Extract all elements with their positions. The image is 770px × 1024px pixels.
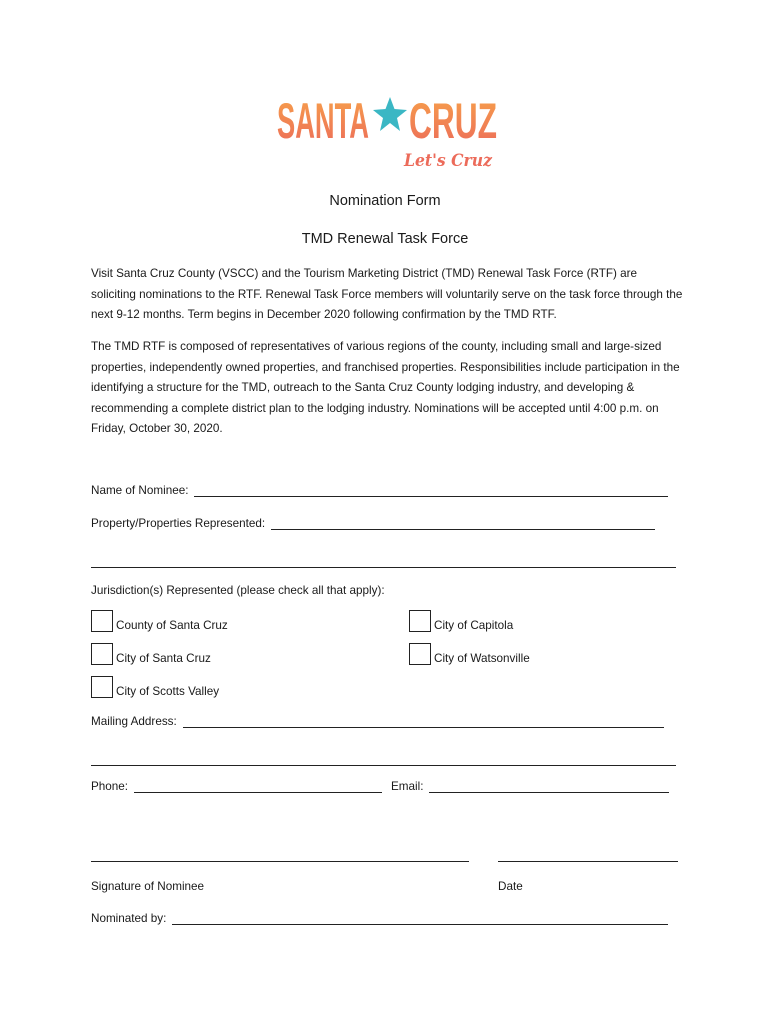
checkbox-box[interactable] — [409, 610, 431, 632]
phone-field[interactable] — [134, 780, 382, 793]
checkbox-box[interactable] — [91, 610, 113, 632]
checkbox-label: County of Santa Cruz — [116, 619, 228, 632]
mailing-address-row — [91, 715, 664, 728]
phone-label: Phone: — [91, 780, 129, 793]
checkbox-box[interactable] — [91, 676, 113, 698]
form-subheading: TMD Renewal Task Force — [301, 231, 469, 247]
properties-label: Property/Properties Represented: — [91, 517, 266, 530]
nominee-name-row — [91, 484, 668, 497]
checkbox-county-santa-cruz[interactable] — [91, 610, 228, 632]
mailing-address-field-line2[interactable] — [91, 765, 676, 766]
checkbox-box[interactable] — [91, 643, 113, 665]
checkbox-city-scotts-valley[interactable] — [91, 676, 219, 698]
checkbox-label: City of Scotts Valley — [116, 685, 220, 698]
phone-row — [91, 780, 382, 793]
nominated-by-row — [91, 912, 668, 925]
starfish-icon — [373, 97, 407, 131]
checkbox-label: City of Santa Cruz — [116, 652, 211, 665]
checkbox-label: City of Capitola — [434, 619, 514, 632]
email-label: Email: — [391, 780, 424, 793]
nominated-by-field[interactable] — [172, 912, 668, 925]
checkbox-box[interactable] — [409, 643, 431, 665]
nominee-name-field[interactable] — [194, 484, 668, 497]
properties-row — [91, 517, 655, 530]
logo-text-santa: SANTA — [277, 93, 369, 149]
logo-text-cruz: CRUZ — [409, 93, 497, 149]
mailing-address-label: Mailing Address: — [91, 715, 177, 728]
checkbox-city-santa-cruz[interactable] — [91, 643, 211, 665]
signature-label: Signature of Nominee — [91, 880, 205, 893]
email-field[interactable] — [429, 780, 669, 793]
checkbox-city-watsonville[interactable] — [409, 643, 530, 665]
checkbox-label: City of Watsonville — [434, 652, 530, 665]
intro-paragraph: Visit Santa Cruz County (VSCC) and the Tourism Marketing District (TMD) Renewal Task Force (RTF) are soliciting nominations to the RTF. Renewal Task Force members will voluntarily serve on the task force through the next 9-12 months. Term begins in December 2020 following confirmation by the TMD RTF. — [91, 267, 683, 322]
date-field[interactable] — [498, 861, 678, 862]
properties-field-line2[interactable] — [91, 567, 676, 568]
santa-cruz-logo — [276, 88, 498, 172]
jurisdiction-label: Jurisdiction(s) Represented (please check all that apply): — [91, 584, 385, 597]
mailing-address-field[interactable] — [183, 715, 664, 728]
checkbox-city-capitola[interactable] — [409, 610, 513, 632]
properties-field[interactable] — [271, 517, 655, 530]
nominated-by-label: Nominated by: — [91, 912, 167, 925]
logo-tagline: Let's Cruz — [403, 151, 493, 171]
nominee-name-label: Name of Nominee: — [91, 484, 189, 497]
form-heading: Nomination Form — [329, 193, 441, 209]
signature-field[interactable] — [91, 861, 469, 862]
date-label: Date — [498, 880, 523, 893]
description-paragraph: The TMD RTF is composed of representatives of various regions of the county, including small and large-sized properties, independently owned properties, and franchised properties. Responsibilities include participation in the identifying a structure for the TMD, outreach to the Santa Cruz County lodging industry, and developing & recommending a complete district plan to the lodging industry. Nominations will be accepted until 4:00 p.m. on Friday, October 30, 2020. — [91, 340, 680, 436]
email-row — [391, 780, 669, 793]
